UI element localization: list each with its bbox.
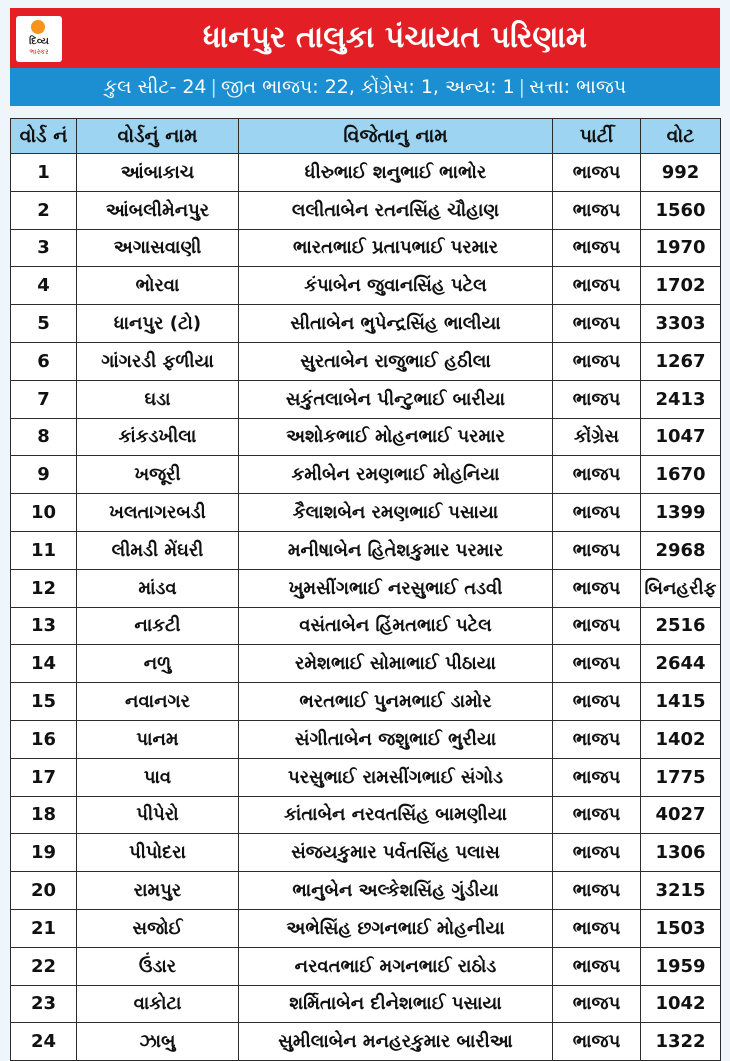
table-row [11,947,721,985]
ward-name-cell: વાકોટા [77,985,239,1023]
table-row [11,985,721,1023]
party-cell: ભાજપ [553,154,641,192]
votes-cell: 1322 [641,1023,721,1061]
winner-name-cell: સુરતાબેન રાજુભાઈ હઠીલા [239,342,553,380]
ward-name-cell: ખજૂરી [77,456,239,494]
winner-name-cell: ભરતભાઈ પુનમભાઈ ડામોર [239,683,553,721]
ward-no-cell: 1 [11,154,77,192]
table-row [11,872,721,910]
votes-cell: 992 [641,154,721,192]
ward-no-cell: 24 [11,1023,77,1061]
votes-cell: 1267 [641,342,721,380]
votes-cell: 1306 [641,834,721,872]
winner-name-cell: શર્મિતાબેન દીનેશભાઈ પસાયા [239,985,553,1023]
party-cell: ભાજપ [553,645,641,683]
party-cell: ભાજપ [553,607,641,645]
votes-cell: 1702 [641,267,721,305]
ward-name-cell: લીમડી મેંઘરી [77,531,239,569]
ward-name-cell: પીપેરો [77,796,239,834]
votes-cell: 3215 [641,872,721,910]
votes-cell: 2413 [641,380,721,418]
logo-line2: ભાસ્કર [29,48,49,56]
ward-name-cell: ખલતાગરબડી [77,494,239,532]
ward-name-cell: ઘડા [77,380,239,418]
votes-cell: 1970 [641,229,721,267]
table-row [11,796,721,834]
ward-name-cell: કાંકડખીલા [77,418,239,456]
header-party: પાર્ટી [553,119,641,154]
party-cell: ભાજપ [553,909,641,947]
winner-name-cell: સુમીલાબેન મનહરકુમાર બારીઆ [239,1023,553,1061]
header-ward-no: વોર્ડ નં [11,119,77,154]
votes-cell: 1959 [641,947,721,985]
summary-divider: | [518,76,526,98]
ward-no-cell: 14 [11,645,77,683]
party-cell: ભાજપ [553,229,641,267]
party-cell: ભાજપ [553,872,641,910]
party-cell: ભાજપ [553,947,641,985]
table-row [11,645,721,683]
summary-bar [10,68,720,106]
table-row [11,909,721,947]
header-ward-name: વોર્ડનું નામ [77,119,239,154]
table-row [11,380,721,418]
winner-name-cell: નરવતભાઈ મગનભાઈ રાઠોડ [239,947,553,985]
ward-no-cell: 8 [11,418,77,456]
table-row [11,569,721,607]
party-cell: ભાજપ [553,305,641,343]
ward-no-cell: 2 [11,191,77,229]
votes-cell: 1402 [641,720,721,758]
party-cell: ભાજપ [553,985,641,1023]
ward-no-cell: 9 [11,456,77,494]
votes-cell: 2516 [641,607,721,645]
votes-cell: 3303 [641,305,721,343]
table-row [11,456,721,494]
ward-no-cell: 20 [11,872,77,910]
ward-no-cell: 15 [11,683,77,721]
winner-name-cell: ધીરુભાઈ શનુભાઈ ભાભોર [239,154,553,192]
votes-cell: 2968 [641,531,721,569]
ward-no-cell: 17 [11,758,77,796]
ward-no-cell: 11 [11,531,77,569]
ward-name-cell: ઉંડાર [77,947,239,985]
winner-name-cell: સંજયકુમાર પર્વતસિંહ પલાસ [239,834,553,872]
winner-name-cell: કંપાબેન જુવાનસિંહ પટેલ [239,267,553,305]
party-cell: ભાજપ [553,531,641,569]
logo-line1: દિવ્ય [29,36,49,47]
ward-name-cell: અગાસવાણી [77,229,239,267]
winner-name-cell: સંગીતાબેન જશુભાઈ ભુરીયા [239,720,553,758]
table-row [11,154,721,192]
winner-name-cell: અભેસિંહ છગનભાઈ મોહનીયા [239,909,553,947]
winner-name-cell: અશોકભાઈ મોહનભાઈ પરમાર [239,418,553,456]
votes-cell: 1399 [641,494,721,532]
summary-total-seats: કુલ સીટ- 24 [103,76,207,98]
winner-name-cell: ભાનુબેન અલ્કેશસિંહ ગુંડીયા [239,872,553,910]
votes-cell: 1775 [641,758,721,796]
ward-no-cell: 23 [11,985,77,1023]
table-header-row [11,119,721,154]
party-cell: ભાજપ [553,494,641,532]
winner-name-cell: કમીબેન રમણભાઈ મોહનિયા [239,456,553,494]
party-cell: ભાજપ [553,191,641,229]
ward-name-cell: પીપોદરા [77,834,239,872]
ward-no-cell: 22 [11,947,77,985]
ward-name-cell: ભોરવા [77,267,239,305]
ward-name-cell: ઝાબુ [77,1023,239,1061]
table-row [11,191,721,229]
winner-name-cell: સીતાબેન ભુપેન્દ્રસિંહ ભાલીયા [239,305,553,343]
ward-name-cell: માંડવ [77,569,239,607]
ward-no-cell: 19 [11,834,77,872]
ward-name-cell: રામપુર [77,872,239,910]
header-votes: વોટ [641,119,721,154]
party-cell: ભાજપ [553,796,641,834]
winner-name-cell: સકુંતલાબેન પીન્ટુભાઈ બારીયા [239,380,553,418]
table-row [11,607,721,645]
table-row [11,229,721,267]
party-cell: ભાજપ [553,758,641,796]
table-row [11,418,721,456]
ward-no-cell: 3 [11,229,77,267]
party-cell: ભાજપ [553,342,641,380]
results-table [10,118,721,1061]
summary-power: સત્તા: ભાજપ [529,76,627,98]
winner-name-cell: મનીષાબેન હિતેશકુમાર પરમાર [239,531,553,569]
ward-name-cell: ધાનપુર (ટો) [77,305,239,343]
votes-cell: 1560 [641,191,721,229]
ward-name-cell: નવાનગર [77,683,239,721]
header-banner [10,8,720,68]
ward-no-cell: 4 [11,267,77,305]
ward-no-cell: 13 [11,607,77,645]
table-row [11,494,721,532]
ward-no-cell: 6 [11,342,77,380]
summary-results: જીત ભાજપ: 22, કોંગ્રેસ: 1, અન્ય: 1 [220,76,515,98]
ward-no-cell: 21 [11,909,77,947]
ward-name-cell: નાકટી [77,607,239,645]
ward-name-cell: આંબલીમેનપુર [77,191,239,229]
ward-no-cell: 16 [11,720,77,758]
ward-name-cell: સજોઈ [77,909,239,947]
winner-name-cell: વસંતાબેન હિંમતભાઈ પટેલ [239,607,553,645]
votes-cell: બિનહરીફ [641,569,721,607]
winner-name-cell: કાંતાબેન નરવતસિંહ બામણીયા [239,796,553,834]
table-row [11,834,721,872]
winner-name-cell: કૈલાશબેન રમણભાઈ પસાયા [239,494,553,532]
votes-cell: 1042 [641,985,721,1023]
table-row [11,305,721,343]
ward-no-cell: 18 [11,796,77,834]
summary-divider: | [210,76,217,98]
ward-no-cell: 10 [11,494,77,532]
table-row [11,267,721,305]
header-winner-name: વિજેતાનુ નામ [239,119,553,154]
winner-name-cell: રમેશભાઈ સોમાભાઈ પીઠાયા [239,645,553,683]
ward-no-cell: 12 [11,569,77,607]
winner-name-cell: લલીતાબેન રતનસિંહ ચૌહાણ [239,191,553,229]
votes-cell: 1047 [641,418,721,456]
party-cell: ભાજપ [553,683,641,721]
party-cell: ભાજપ [553,456,641,494]
table-row [11,758,721,796]
table-row [11,1023,721,1061]
winner-name-cell: ભારતભાઈ પ્રતાપભાઈ પરમાર [239,229,553,267]
votes-cell: 1503 [641,909,721,947]
party-cell: ભાજપ [553,834,641,872]
party-cell: ભાજપ [553,720,641,758]
ward-name-cell: ગાંગરડી ફળીયા [77,342,239,380]
party-cell: ભાજપ [553,569,641,607]
table-row [11,683,721,721]
page-title: ધાનપુર તાલુકા પંચાયત પરિણામ [202,20,588,55]
party-cell: કોંગ્રેસ [553,418,641,456]
ward-name-cell: પાવ [77,758,239,796]
ward-name-cell: નળુ [77,645,239,683]
ward-name-cell: આંબાકાચ [77,154,239,192]
ward-no-cell: 5 [11,305,77,343]
ward-no-cell: 7 [11,380,77,418]
table-row [11,342,721,380]
winner-name-cell: પરસુભાઈ રામસીંગભાઈ સંગોડ [239,758,553,796]
sun-icon [31,20,45,34]
table-body [11,154,721,1061]
party-cell: ભાજપ [553,380,641,418]
party-cell: ભાજપ [553,1023,641,1061]
votes-cell: 2644 [641,645,721,683]
divya-bhaskar-logo [16,16,62,62]
ward-name-cell: પાનમ [77,720,239,758]
table-row [11,720,721,758]
votes-cell: 4027 [641,796,721,834]
table-row [11,531,721,569]
votes-cell: 1670 [641,456,721,494]
party-cell: ભાજપ [553,267,641,305]
votes-cell: 1415 [641,683,721,721]
winner-name-cell: ખુમસીંગભાઈ નરસુભાઈ તડવી [239,569,553,607]
